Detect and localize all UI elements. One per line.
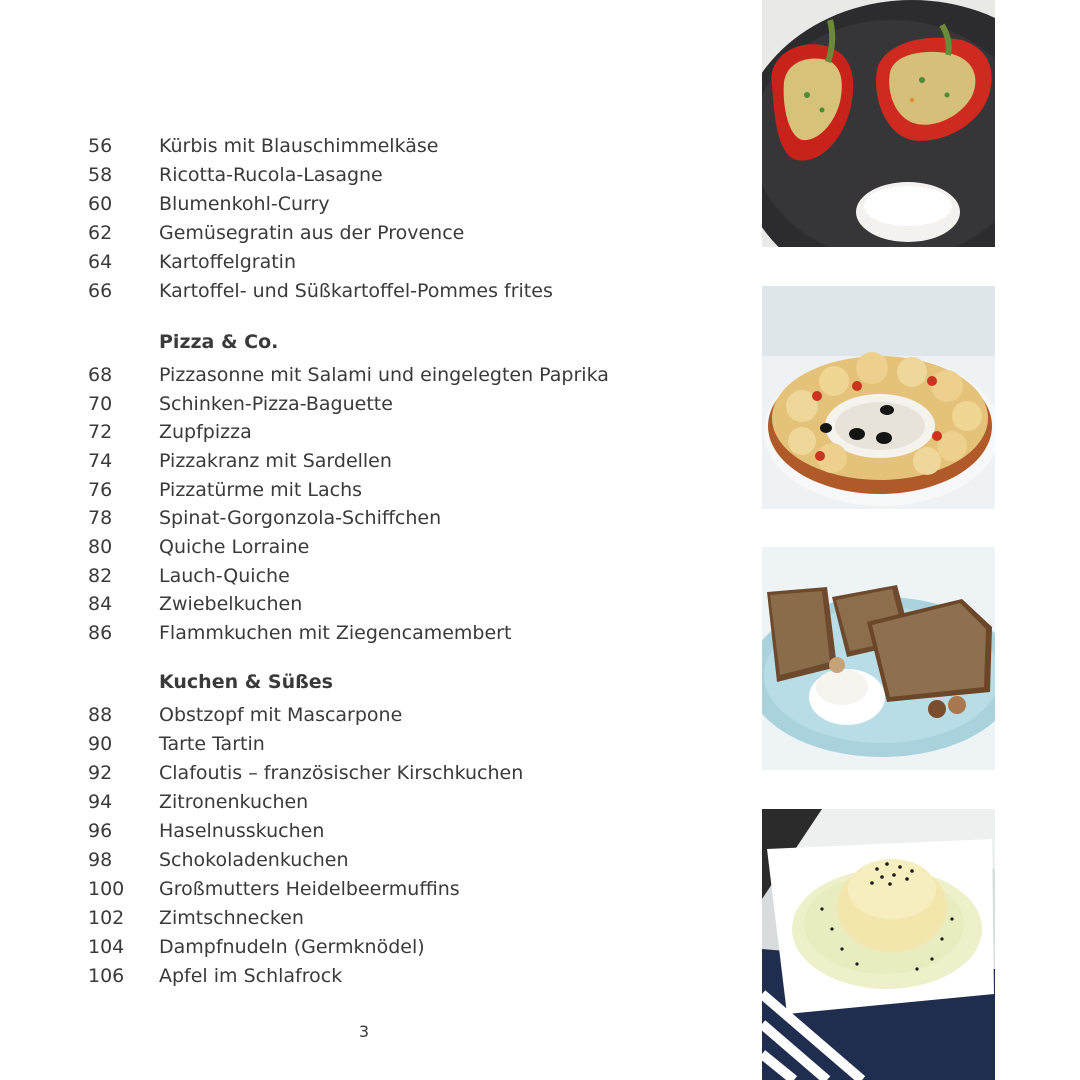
toc-page-number: 70 bbox=[88, 393, 113, 415]
toc-recipe-title: Gemüsegratin aus der Provence bbox=[159, 222, 465, 244]
toc-recipe-title: Pizzakranz mit Sardellen bbox=[159, 450, 392, 472]
toc-recipe-title: Ricotta-Rucola-Lasagne bbox=[159, 164, 383, 186]
toc-recipe-title: Dampfnudeln (Germknödel) bbox=[159, 936, 425, 958]
stuffed-peppers-photo bbox=[762, 0, 995, 247]
toc-page-number: 64 bbox=[88, 251, 113, 273]
toc-recipe-title: Flammkuchen mit Ziegencamembert bbox=[159, 622, 512, 644]
toc-page-number: 76 bbox=[88, 479, 113, 501]
toc-recipe-title: Apfel im Schlafrock bbox=[159, 965, 343, 987]
toc-page-number: 78 bbox=[88, 507, 113, 529]
toc-page-number: 84 bbox=[88, 593, 113, 615]
toc-recipe-title: Schinken-Pizza-Baguette bbox=[159, 393, 393, 415]
toc-recipe-title: Pizzatürme mit Lachs bbox=[159, 479, 363, 501]
toc-page-number: 94 bbox=[88, 791, 113, 813]
toc-page-number: 80 bbox=[88, 536, 113, 558]
toc-page-number: 92 bbox=[88, 762, 113, 784]
steamed-dumpling-photo bbox=[762, 809, 995, 1080]
toc-page-number: 86 bbox=[88, 622, 113, 644]
toc-recipe-title: Haselnusskuchen bbox=[159, 820, 325, 842]
toc-recipe-title: Lauch-Quiche bbox=[159, 565, 290, 587]
toc-page-number: 88 bbox=[88, 704, 113, 726]
toc-recipe-title: Großmutters Heidelbeermuffins bbox=[159, 878, 460, 900]
toc-recipe-title: Clafoutis – französischer Kirschkuchen bbox=[159, 762, 524, 784]
toc-page-number: 74 bbox=[88, 450, 113, 472]
toc-recipe-title: Quiche Lorraine bbox=[159, 536, 310, 558]
toc-page-number: 62 bbox=[88, 222, 113, 244]
pizza-ring-photo bbox=[762, 286, 995, 509]
toc-recipe-title: Kartoffel- und Süßkartoffel-Pommes frites bbox=[159, 280, 553, 302]
page-number: 3 bbox=[358, 1022, 370, 1041]
toc-page-number: 66 bbox=[88, 280, 113, 302]
section-heading-pizza: Pizza & Co. bbox=[159, 331, 279, 353]
toc-page-number: 56 bbox=[88, 135, 113, 157]
toc-page-number: 58 bbox=[88, 164, 113, 186]
toc-recipe-title: Kartoffelgratin bbox=[159, 251, 296, 273]
toc-page-number: 106 bbox=[88, 965, 125, 987]
toc-page-number: 98 bbox=[88, 849, 113, 871]
toc-recipe-title: Zupfpizza bbox=[159, 421, 252, 443]
toc-page-number: 104 bbox=[88, 936, 125, 958]
toc-recipe-title: Schokoladenkuchen bbox=[159, 849, 349, 871]
toc-page-number: 102 bbox=[88, 907, 125, 929]
nut-cake-photo bbox=[762, 547, 995, 770]
toc-page-number: 68 bbox=[88, 364, 113, 386]
toc-recipe-title: Spinat-Gorgonzola-Schiffchen bbox=[159, 507, 442, 529]
toc-page-number: 90 bbox=[88, 733, 113, 755]
toc-recipe-title: Blumenkohl-Curry bbox=[159, 193, 330, 215]
toc-page-number: 96 bbox=[88, 820, 113, 842]
toc-page-number: 60 bbox=[88, 193, 113, 215]
toc-recipe-title: Obstzopf mit Mascarpone bbox=[159, 704, 403, 726]
toc-recipe-title: Pizzasonne mit Salami und eingelegten Paprika bbox=[159, 364, 609, 386]
toc-page-number: 72 bbox=[88, 421, 113, 443]
toc-page-number: 82 bbox=[88, 565, 113, 587]
toc-recipe-title: Zwiebelkuchen bbox=[159, 593, 303, 615]
toc-recipe-title: Tarte Tartin bbox=[159, 733, 265, 755]
toc-page-number: 100 bbox=[88, 878, 125, 900]
section-heading-kuchen: Kuchen & Süßes bbox=[159, 671, 333, 693]
toc-recipe-title: Kürbis mit Blauschimmelkäse bbox=[159, 135, 439, 157]
toc-recipe-title: Zitronenkuchen bbox=[159, 791, 309, 813]
toc-recipe-title: Zimtschnecken bbox=[159, 907, 304, 929]
